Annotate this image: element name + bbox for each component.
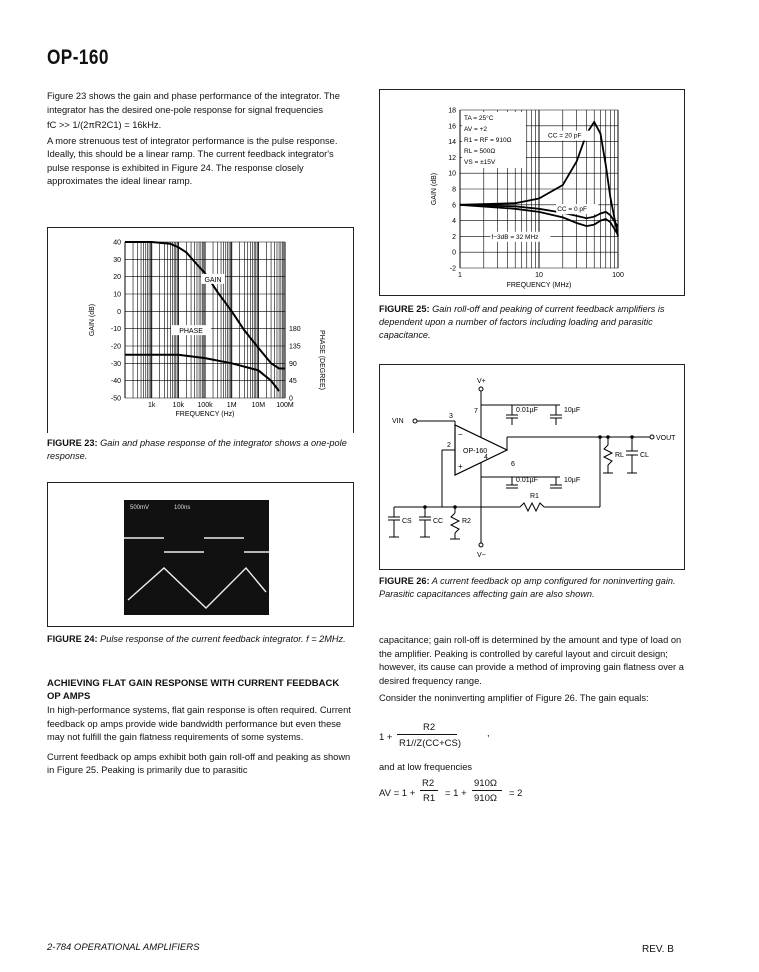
- y-tick-label: 40: [113, 239, 121, 247]
- figure-25-chart: [380, 90, 684, 295]
- vin-terminal: [413, 419, 417, 423]
- cc0-label: CC = 0 pF: [557, 206, 588, 214]
- scope-screen: [124, 500, 269, 615]
- figure-24-scope: [48, 483, 353, 626]
- y-tick-label: -30: [110, 360, 121, 368]
- cc-label: CC: [433, 518, 444, 525]
- pin-7: 7: [474, 408, 478, 415]
- y-tick-label: 0: [452, 249, 456, 257]
- paragraph: Figure 23 shows the gain and phase performance of the integrator. The integrator has the desired one-pole response for signal frequencies: [47, 91, 340, 115]
- paragraph: capacitance; gain roll-off is determined by the amount and type of load on the amplifier. Peaking is controlled by careful layout and circuit design; however, its cause can provide a method of improving gain flatness over a desired frequency range.: [379, 635, 684, 686]
- eq-result: = 2: [509, 788, 523, 799]
- cap-0.01-top: 0.01µF: [516, 407, 538, 414]
- legend-entry: AV = +2: [464, 126, 488, 133]
- figure-23: [47, 227, 354, 433]
- time-per-div-label: 100ns: [174, 505, 191, 511]
- legend-entry: TA = 25°C: [464, 115, 494, 122]
- caption-text: Gain and phase response of the integrator shows a one-pole response.: [47, 438, 347, 461]
- cc20-label: CC = 20 pF: [548, 132, 582, 140]
- y-tick-label: -20: [110, 343, 121, 351]
- figure-25-caption: [379, 303, 683, 342]
- figure-26: [379, 364, 685, 570]
- y-tick-label: 16: [448, 123, 456, 131]
- right-body: [379, 634, 684, 706]
- caption-label: FIGURE 25:: [379, 304, 430, 314]
- x-axis-label: FREQUENCY (Hz): [175, 411, 235, 418]
- eq-part: AV = 1 +: [379, 788, 416, 799]
- caption-text: Pulse response of the current feedback integrator. f = 2MHz.: [100, 634, 346, 644]
- legend-entry: VS = ±15V: [464, 159, 496, 166]
- figure-24-caption: [47, 633, 352, 646]
- y2-tick-label: 180: [289, 326, 301, 334]
- y-tick-label: 0: [117, 308, 121, 316]
- x-tick-label: 1k: [147, 402, 156, 409]
- x-tick-label: 100k: [197, 402, 213, 409]
- caption-text: A current feedback op amp configured for noninverting gain. Parasitic capacitances affecting gain are also shown.: [379, 576, 676, 599]
- rl-label: RL: [615, 452, 624, 459]
- cs-label: CS: [402, 518, 412, 525]
- y-tick-label: -50: [110, 395, 121, 403]
- footer-right: REV. B: [642, 944, 674, 955]
- paragraph: A more strenuous test of integrator performance is the pulse response. Ideally, this should be a linear ramp. The current feedback integrator's pulse response is exhibited in Figure 24. The response closely approximates the ideal linear ramp.: [47, 135, 338, 186]
- figure-23-caption: [47, 437, 352, 463]
- legend-entry: R1 = RF = 910Ω: [464, 137, 512, 144]
- y2-tick-label: 135: [289, 343, 301, 351]
- x-tick-label: 1M: [226, 402, 237, 409]
- vminus-label: V−: [477, 552, 486, 559]
- vout-terminal: [650, 435, 654, 439]
- av-equation: [379, 778, 684, 812]
- eq-numerator: R2: [422, 778, 435, 789]
- y-tick-label: 6: [452, 202, 456, 210]
- figure-26-schematic: [380, 365, 684, 569]
- chip-label: OP-160: [463, 448, 488, 455]
- eq-comma: ,: [487, 728, 490, 739]
- x-tick-label: 1: [458, 272, 462, 279]
- y-tick-label: 12: [448, 154, 456, 162]
- y-tick-label: 20: [113, 274, 121, 282]
- cap-10u-top: 10µF: [564, 407, 581, 414]
- y-tick-label: 30: [113, 256, 121, 264]
- plus-sign: +: [458, 462, 463, 471]
- low-freq-text: and at low frequencies: [379, 762, 473, 772]
- y-tick-label: -2: [449, 265, 456, 273]
- y-tick-label: 10: [448, 170, 456, 178]
- legend-entry: RL = 500Ω: [464, 148, 496, 155]
- caption-label: FIGURE 26:: [379, 576, 430, 586]
- figure-25: [379, 89, 685, 296]
- y-tick-label: 14: [448, 139, 456, 147]
- y-tick-label: -10: [110, 326, 121, 334]
- pin-3: 3: [449, 413, 453, 420]
- section-heading: ACHIEVING FLAT GAIN RESPONSE WITH CURRENT FEEDBACK OP AMPS: [47, 678, 340, 702]
- x-tick-label: 100: [612, 272, 624, 279]
- y2-axis-label: PHASE (DEGREE): [318, 330, 325, 390]
- y-axis-label: GAIN (dB): [89, 303, 96, 337]
- r2-label: R2: [462, 518, 471, 525]
- gain-equation: [379, 720, 684, 760]
- footer-left: 2-784 OPERATIONAL AMPLIFIERS: [47, 942, 200, 953]
- y-tick-label: 4: [452, 218, 456, 226]
- phase-label: PHASE: [179, 328, 203, 336]
- y-tick-label: -40: [110, 378, 121, 386]
- minus-sign: −: [458, 430, 463, 439]
- x-tick-label: 10M: [251, 402, 266, 409]
- vout-label: VOUT: [656, 435, 676, 442]
- eq-part: = 1 +: [445, 788, 467, 799]
- cl-label: CL: [640, 452, 649, 459]
- x-axis-label: FREQUENCY (MHz): [506, 282, 572, 289]
- eq-denominator: 910Ω: [474, 793, 497, 804]
- paragraph: Consider the noninverting amplifier of Figure 26. The gain equals:: [379, 693, 649, 703]
- figure-26-caption: [379, 575, 683, 601]
- figure-23-chart: [48, 228, 353, 433]
- eq-denominator: R1//Z(CC+CS): [399, 738, 462, 749]
- volts-per-div-label: 500mV: [130, 505, 150, 511]
- y-axis-label: GAIN (dB): [431, 172, 438, 206]
- x-tick-label: 10: [535, 272, 543, 279]
- eq-denominator: R1: [423, 793, 436, 804]
- vplus-label: V+: [477, 378, 486, 385]
- pin-4: 4: [484, 454, 488, 461]
- left-body: [47, 704, 352, 778]
- caption-label: FIGURE 24:: [47, 634, 98, 644]
- x-tick-label: 100M: [276, 402, 294, 409]
- caption-label: FIGURE 23:: [47, 438, 98, 448]
- y2-tick-label: 45: [289, 378, 297, 386]
- pin-2: 2: [447, 442, 451, 449]
- figure-24: [47, 482, 354, 627]
- cap-0.01-bottom: 0.01µF: [516, 477, 538, 484]
- paragraph: Current feedback op amps exhibit both gain roll-off and peaking as shown in Figure 25. Peaking is primarily due to parasitic: [47, 751, 351, 775]
- eq-part: 1 +: [379, 732, 393, 743]
- cap-10u-bottom: 10µF: [564, 477, 581, 484]
- y-tick-label: 18: [448, 107, 456, 115]
- r1-label: R1: [530, 493, 539, 500]
- eq-numerator: 910Ω: [474, 778, 497, 789]
- y-tick-label: 10: [113, 291, 121, 299]
- eq-numerator: R2: [423, 722, 436, 733]
- y2-tick-label: 90: [289, 360, 297, 368]
- y2-tick-label: 0: [289, 395, 293, 403]
- vin-label: VIN: [392, 418, 404, 425]
- pin-6: 6: [511, 461, 515, 468]
- paragraph: In high-performance systems, flat gain response is often required. Current feedback op amps provide wide bandwidth performance but even these may not fulfill the gain flatness requirements of some systems.: [47, 705, 351, 742]
- f3db-label: f−3dB = 32 MHz: [491, 233, 539, 241]
- equation: fC >> 1/(2πR2C1) = 16kHz.: [47, 120, 162, 130]
- caption-text: Gain roll-off and peaking of current feedback amplifiers is dependent upon a number of factors including loading and parasitic capacitance.: [379, 304, 665, 340]
- x-tick-label: 10k: [172, 402, 184, 409]
- left-intro: [47, 90, 352, 189]
- page-title: OP-160: [47, 46, 109, 69]
- y-tick-label: 2: [452, 233, 456, 241]
- gain-label: GAIN: [204, 276, 222, 284]
- y-tick-label: 8: [452, 186, 456, 194]
